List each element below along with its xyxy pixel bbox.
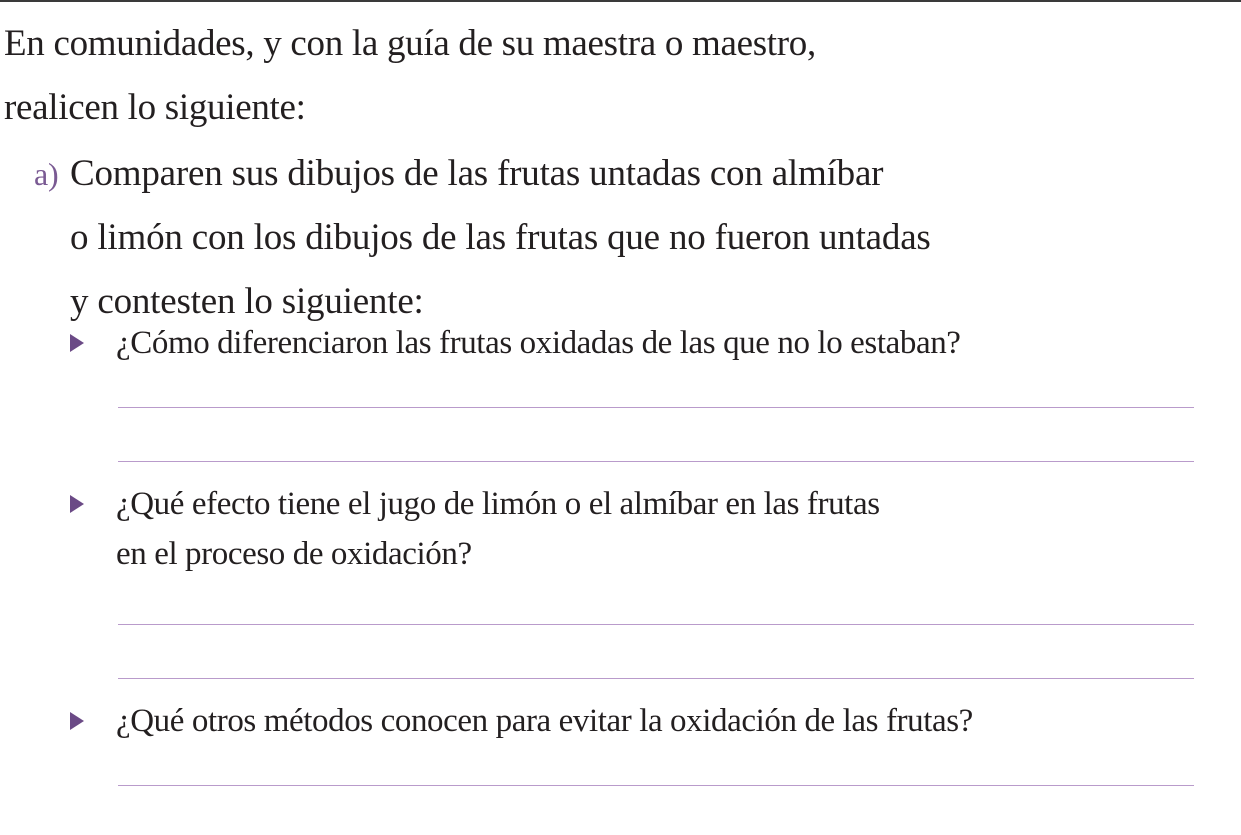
instructions-intro (4, 12, 1104, 140)
question-3-line-1: ¿Qué otros métodos conocen para evitar la oxidación de las frutas? (116, 703, 973, 739)
question-1-line-1: ¿Cómo diferenciaron las frutas oxidadas de las que no lo estaban? (116, 325, 961, 361)
question-3-text (116, 696, 973, 746)
answer-line-2b[interactable] (118, 678, 1194, 679)
question-2-line-1: ¿Qué efecto tiene el jugo de limón o el almíbar en las frutas (116, 486, 880, 522)
answer-line-1a[interactable] (118, 407, 1194, 408)
question-1-text (116, 318, 961, 368)
item-a-line-3: y contesten lo siguiente: (70, 281, 424, 322)
item-a-line-2: o limón con los dibujos de las frutas que no fueron untadas (70, 217, 931, 258)
answer-line-1b[interactable] (118, 461, 1194, 462)
intro-line-1: En comunidades, y con la guía de su maestra o maestro, (4, 23, 816, 64)
item-a-text (70, 142, 931, 334)
question-2-text (116, 479, 880, 579)
answer-line-2a[interactable] (118, 624, 1194, 625)
top-rule (0, 0, 1241, 2)
triangle-bullet-icon (70, 334, 84, 352)
question-2-line-2: en el proceso de oxidación? (116, 536, 472, 572)
intro-line-2: realicen lo siguiente: (4, 87, 306, 128)
triangle-bullet-icon (70, 712, 84, 730)
item-a-line-1: Comparen sus dibujos de las frutas untadas con almíbar (70, 153, 884, 194)
item-a-marker: a) (34, 156, 59, 192)
answer-line-3a[interactable] (118, 785, 1194, 786)
triangle-bullet-icon (70, 495, 84, 513)
